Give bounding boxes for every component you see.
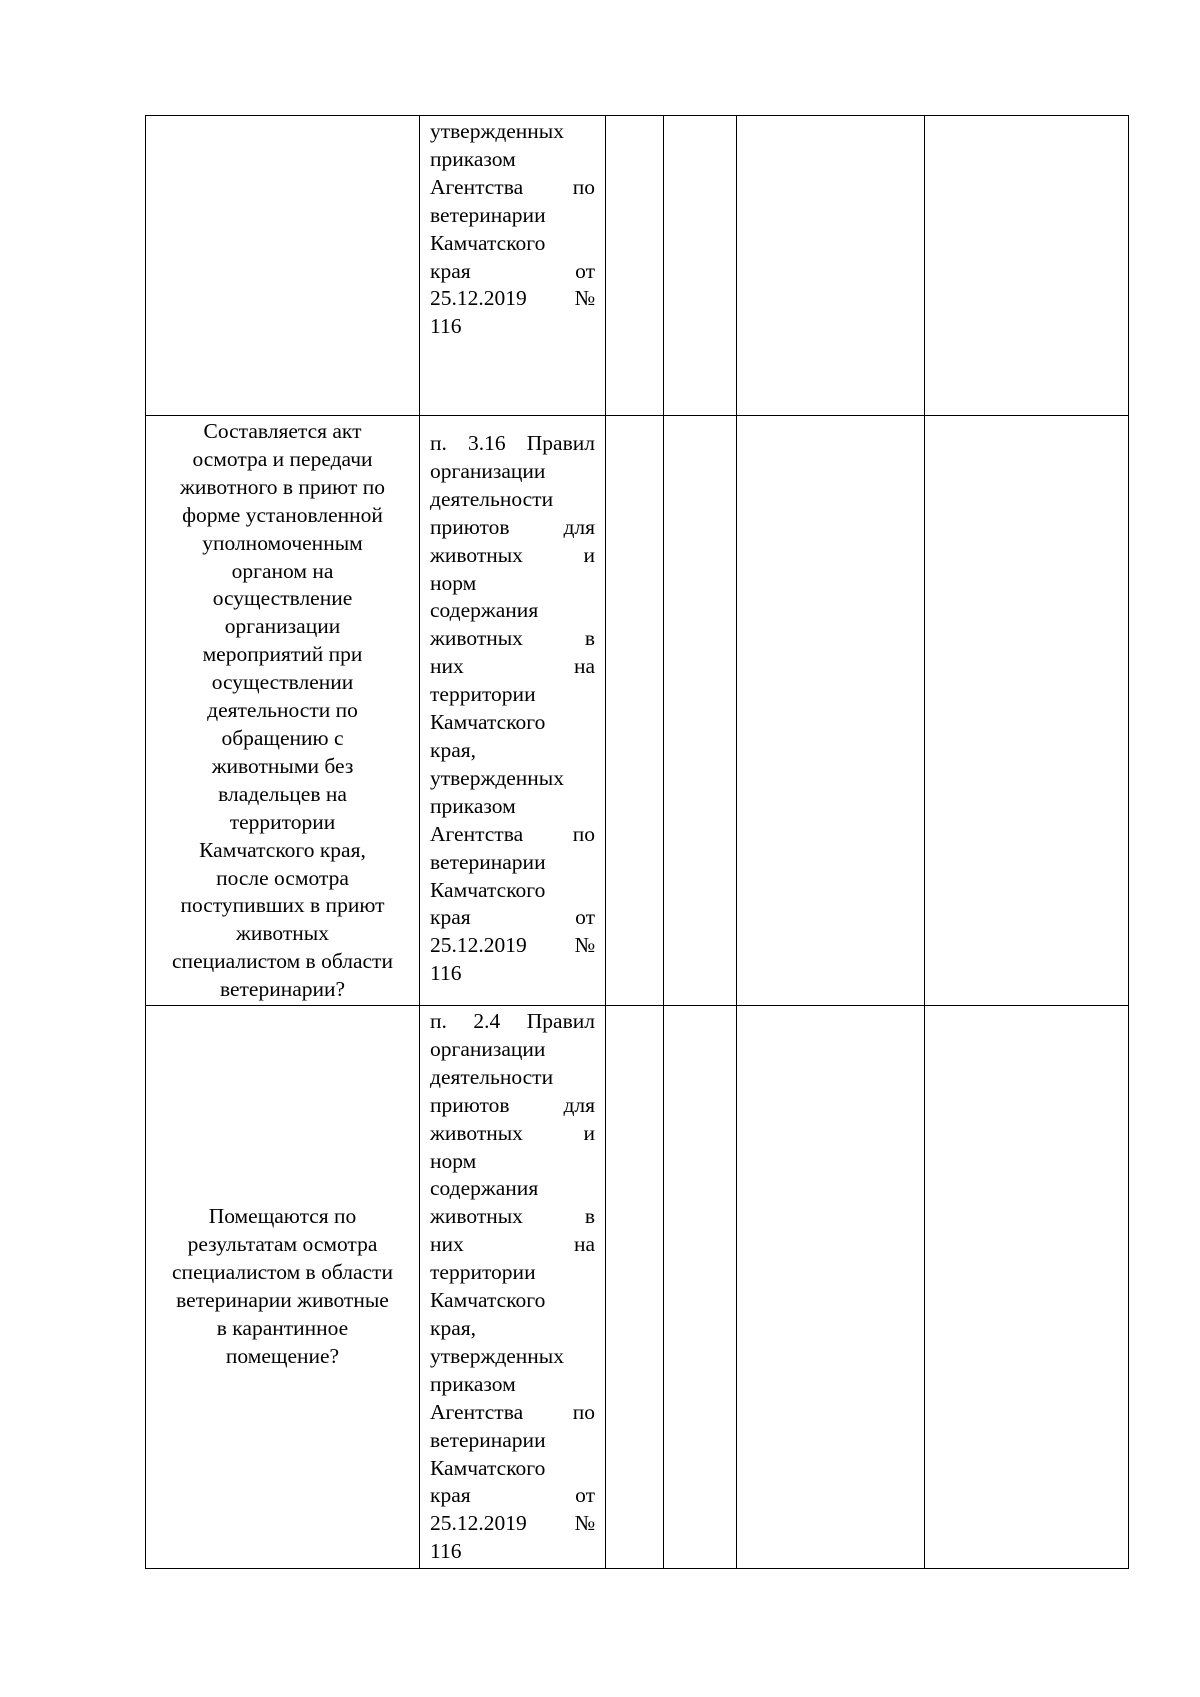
answer-yes-cell [606,116,664,416]
norm-word: территории [430,1260,536,1285]
question-line: Составляется акт [203,419,362,443]
norm-word: 2.4 [473,1009,501,1033]
norm-word: по [572,174,595,199]
norm-line [430,146,595,174]
norm-line [430,1538,595,1566]
norm-word: края [430,258,471,283]
norm-line [430,709,595,737]
norm-word: организации [430,1036,546,1061]
norm-word: для [563,514,595,539]
norm-word: них [430,1232,464,1257]
norm-word: № [574,286,595,311]
norm-word: Правил [526,431,595,455]
table-row [146,416,1129,1006]
norm-line [430,1092,595,1120]
norm-word: для [563,1092,595,1117]
norm-word: приказом [430,793,516,818]
norm-word: и [583,1120,595,1145]
checklist-table [145,115,1129,1569]
norm-word: Камчатского [430,1288,546,1313]
question-line: деятельности по [207,698,358,723]
norm-word: края [430,905,471,930]
norm-word: Правил [526,1009,595,1033]
norm-line [430,230,595,258]
table-row [146,1006,1129,1569]
question-line: животных [236,921,329,946]
norm-word: территории [430,682,536,707]
norm-line [430,1455,595,1483]
not-applicable-cell [737,116,925,416]
norm-line [430,458,595,486]
norm-word: животных [430,1204,523,1229]
norm-word: содержания [430,1176,539,1201]
question-line: животного в приют по [180,474,385,499]
norm-word: и [583,542,595,567]
norm-line [430,1482,595,1510]
norm-line [430,514,595,542]
norm-word: края, [430,1315,477,1340]
question-line: органом на [231,558,334,583]
norm-word: норм [430,1148,477,1173]
answer-no-cell [664,1006,737,1569]
norm-word: ветеринарии [430,1427,546,1452]
question-line: животными без [211,753,354,778]
norm-word: по [572,1399,595,1424]
norm-line [430,737,595,765]
question-line: специалистом в области [172,949,393,974]
norm-line [430,765,595,793]
norm-word: организации [430,458,546,483]
answer-no-cell [664,116,737,416]
norm-line [430,821,595,849]
norm-word: 25.12.2019 [430,1511,527,1536]
question-line: осуществление [212,586,353,611]
norm-cell [420,416,606,1006]
norm-line [430,118,595,146]
norm-word: животных [430,542,523,567]
norm-word: п. [430,1009,447,1033]
norm-word: животных [430,1120,523,1145]
norm-word: ветеринарии [430,849,546,874]
question-line: ветеринарии животные [176,1288,389,1312]
norm-line [430,313,595,341]
norm-word: 116 [430,314,462,339]
norm-line [430,1287,595,1315]
norm-line [430,1064,595,1092]
question-line: поступивших в приют [180,893,385,918]
norm-line [430,877,595,905]
question-line: результатам осмотра [187,1232,378,1257]
question-line: мероприятий при [202,642,363,667]
question-cell [146,116,420,416]
norm-word: № [574,1511,595,1536]
norm-word: приютов [430,1092,510,1117]
norm-word: Агентства [430,1399,524,1424]
norm-line [430,1259,595,1287]
norm-word: № [574,933,595,958]
norm-word: 116 [430,1539,462,1564]
norm-word: приказом [430,1371,516,1396]
norm-line [430,904,595,932]
norm-cell [420,116,606,416]
norm-word: деятельности [430,486,554,511]
norm-line [430,1343,595,1371]
question-line: помещение? [225,1343,340,1368]
question-line: уполномоченным [202,530,363,555]
norm-line [430,542,595,570]
norm-line [430,681,595,709]
norm-word: 3.16 [468,431,506,455]
norm-line [430,1203,595,1231]
question-line: территории [229,809,336,834]
norm-word: края, [430,737,477,762]
norm-word: края [430,1483,471,1508]
question-line: Помещаются по [208,1204,357,1229]
norm-line [430,486,595,514]
not-applicable-cell [737,416,925,1006]
question-line: специалистом в области [172,1260,393,1285]
norm-line [430,258,595,286]
norm-word: утвержденных [430,119,565,143]
norm-word: Агентства [430,821,524,846]
norm-line [430,1120,595,1148]
norm-word: животных [430,626,523,651]
norm-word: на [573,1232,595,1257]
norm-word: утвержденных [430,1343,565,1368]
answer-no-cell [664,416,737,1006]
question-line: форме установленной [182,502,383,527]
norm-word: по [572,821,595,846]
norm-word: в [584,1204,595,1229]
norm-word: 25.12.2019 [430,933,527,958]
norm-line [430,1371,595,1399]
question-line: Камчатского края, [199,837,366,862]
question-cell [146,1006,420,1569]
question-line: обращению с [221,725,344,750]
question-line: после осмотра [216,865,349,890]
norm-word: ветеринарии [430,202,546,227]
norm-word: Камчатского [430,230,546,255]
norm-word: Камчатского [430,877,546,902]
norm-word: норм [430,570,477,595]
norm-line [430,202,595,230]
question-line: осмотра и передачи [192,446,373,471]
norm-line [430,570,595,598]
not-applicable-cell [737,1006,925,1569]
norm-word: Камчатского [430,710,546,735]
question-line: владельцев на [218,781,347,806]
norm-word: на [573,654,595,679]
norm-line [430,1399,595,1427]
norm-line [430,1315,595,1343]
norm-word: Агентства [430,174,524,199]
norm-line [430,1231,595,1259]
norm-word: в [584,626,595,651]
norm-line [430,653,595,681]
answer-yes-cell [606,416,664,1006]
norm-line [430,1008,595,1036]
notes-cell [925,416,1129,1006]
norm-line [430,793,595,821]
norm-word: 116 [430,961,462,986]
norm-line [430,597,595,625]
norm-line [430,430,595,458]
norm-line [430,1510,595,1538]
question-line: ветеринарии? [219,977,346,1002]
norm-line [430,1175,595,1203]
question-cell [146,416,420,1006]
norm-line [430,1427,595,1455]
norm-line [430,625,595,653]
norm-word: от [575,1483,595,1508]
norm-word: приютов [430,514,510,539]
norm-word: п. [430,431,447,455]
table-row [146,116,1129,416]
norm-line [430,285,595,313]
norm-line [430,960,595,988]
norm-cell [420,1006,606,1569]
question-line: в карантинное [216,1315,349,1340]
norm-line [430,1036,595,1064]
norm-word: от [575,258,595,283]
norm-word: них [430,654,464,679]
norm-word: утвержденных [430,765,565,790]
question-line: организации [224,614,341,639]
notes-cell [925,116,1129,416]
norm-line [430,174,595,202]
norm-word: содержания [430,598,539,623]
norm-line [430,932,595,960]
norm-line [430,849,595,877]
norm-word: приказом [430,146,516,171]
notes-cell [925,1006,1129,1569]
norm-line [430,1148,595,1176]
answer-yes-cell [606,1006,664,1569]
norm-word: Камчатского [430,1455,546,1480]
norm-word: от [575,905,595,930]
question-line: осуществлении [211,670,354,695]
norm-word: деятельности [430,1064,554,1089]
norm-word: 25.12.2019 [430,286,527,311]
